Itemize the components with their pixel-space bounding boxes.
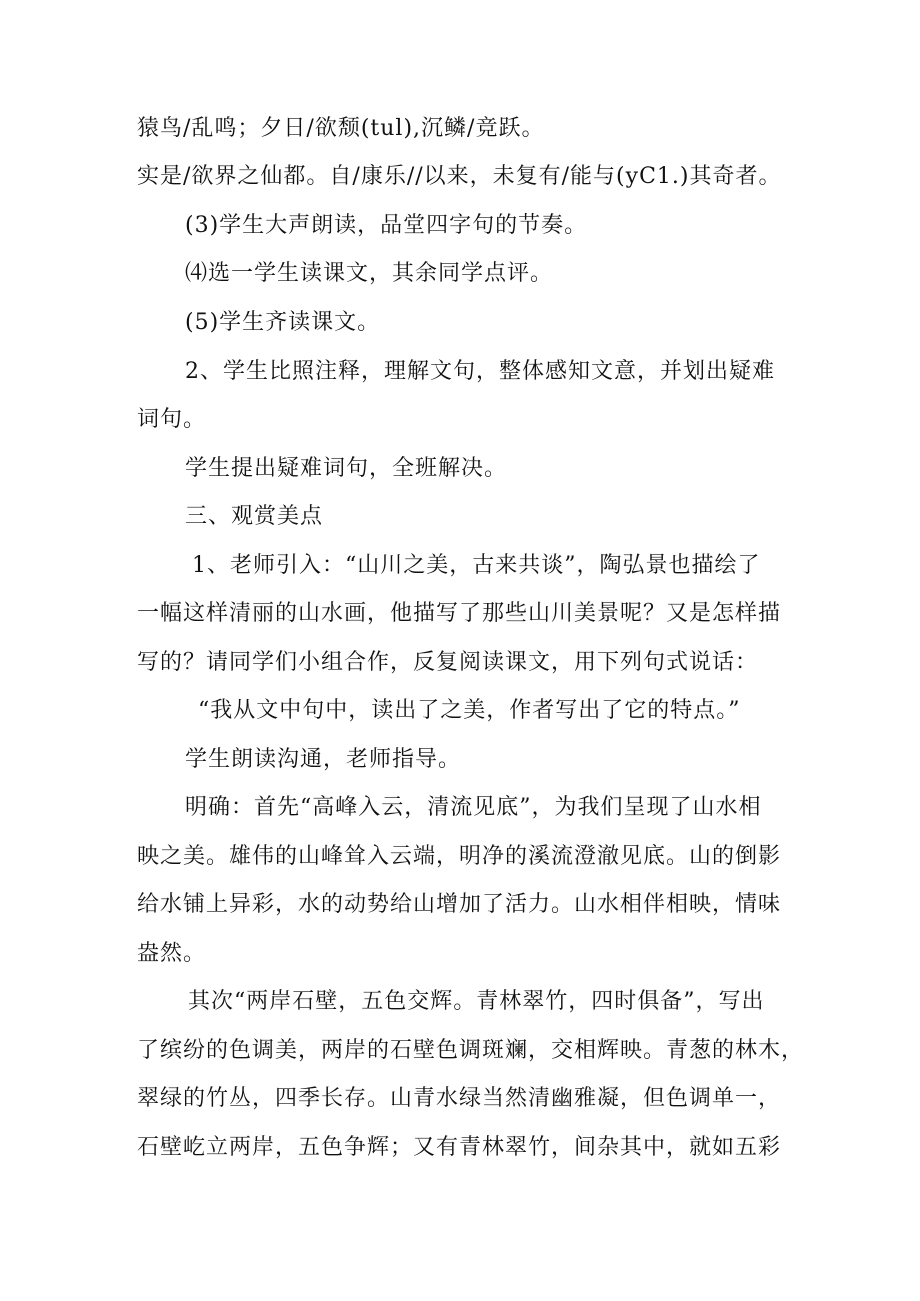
text-line-11: 一幅这样清丽的山水画，他描写了那些山川美景呢？又是怎样描 (137, 601, 782, 626)
text-line-1: 猿鸟/乱鸣；夕日/欲颓(tul),沉鳞/竞跃。 (137, 116, 545, 141)
text-line-2: 实是/欲界之仙都。自/康乐//以来，未复有/能与(yC1.)其奇者。 (137, 164, 782, 189)
text-line-21: 翠绿的竹丛，四季长存。山青水绿当然清幽雅凝，但色调单一， (137, 1086, 782, 1111)
text-line-7: 词句。 (137, 407, 207, 432)
text-line-18: 盎然。 (137, 941, 207, 966)
text-line-3: (3)学生大声朗读，品堂四字句的节奏。 (185, 213, 588, 238)
text-line-8: 学生提出疑难词句，全班解决。 (185, 456, 508, 481)
text-line-14: 学生朗读沟通，老师指导。 (185, 747, 462, 772)
text-line-20: 了缤纷的色调美，两岸的石壁色调斑斓，交相辉映。青葱的林木， (137, 1038, 805, 1063)
text-line-16: 映之美。雄伟的山峰耸入云端，明净的溪流澄澈见底。山的倒影 (137, 844, 782, 869)
text-line-19: 其次“两岸石壁，五色交辉。青林翠竹，四时俱备”，写出 (188, 989, 765, 1014)
section-heading: 三、观赏美点 (185, 504, 324, 529)
text-line-4: ⑷选一学生读课文，其余同学点评。 (185, 261, 554, 286)
text-line-5: (5)学生齐读课文。 (185, 310, 381, 335)
text-line-10: 1、老师引入：“山川之美，古来共谈”，陶弘景也描绘了 (192, 553, 761, 578)
text-line-22: 石壁屹立两岸，五色争辉；又有青林翠竹，间杂其中，就如五彩 (137, 1135, 782, 1160)
text-line-13: “我从文中句中，读出了之美，作者写出了它的特点。” (198, 698, 741, 723)
text-line-15: 明确：首先“高峰入云，清流见底”，为我们呈现了山水相 (185, 795, 762, 820)
text-line-6: 2、学生比照注释，理解文句，整体感知文意，并划出疑难 (185, 359, 775, 384)
text-line-17: 给水铺上异彩，水的动势给山增加了活力。山水相伴相映，情味 (137, 892, 782, 917)
text-line-12: 写的？请同学们小组合作，反复阅读课文，用下列句式说话： (137, 650, 759, 675)
